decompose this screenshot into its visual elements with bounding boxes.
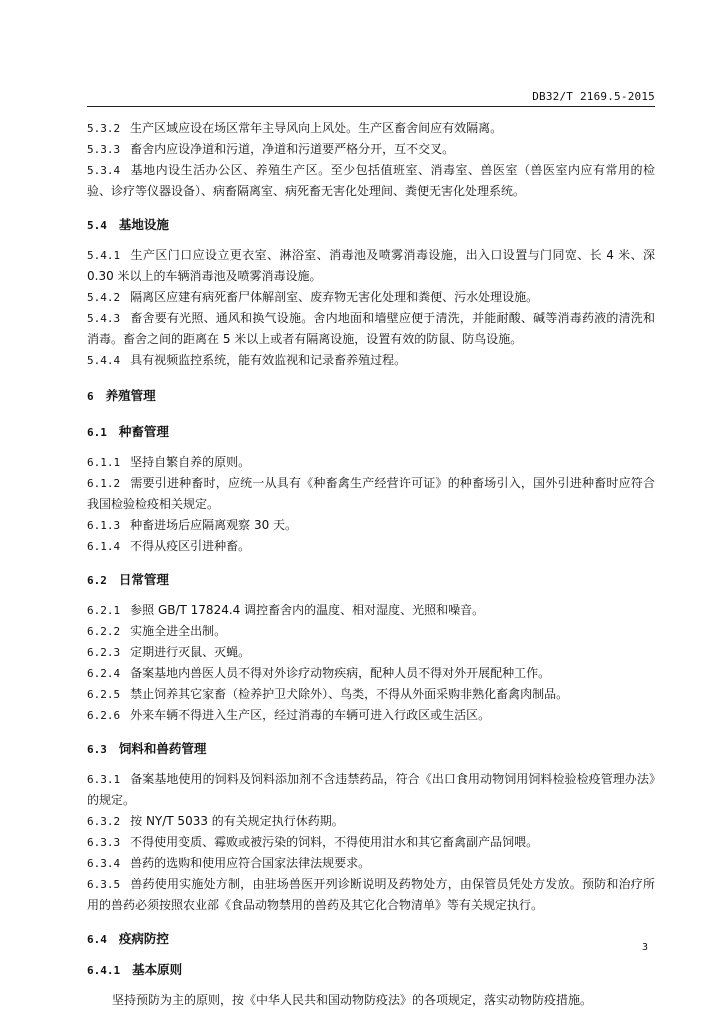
clause-number: 6.3.5 <box>87 878 121 891</box>
clause-text: 生产区门口应设立更衣室、淋浴室、消毒池及喷雾消毒设施，出入口设置与门同宽、长 4 米、深 0.30 米以上的车辆消毒池及喷雾消毒设施。 <box>87 248 655 283</box>
clause-number: 6.1.4 <box>87 540 121 553</box>
clause-5-4-3 <box>87 308 655 350</box>
clause-text: 畜舍内应设净道和污道，净道和污道要严格分开，互不交叉。 <box>130 142 455 156</box>
heading-6-3 <box>87 738 655 760</box>
clause-text: 具有视频监控系统，能有效监视和记录畜养殖过程。 <box>130 353 407 367</box>
clause-6-1-4 <box>87 536 655 557</box>
clause-text: 不得使用变质、霉败或被污染的饲料，不得使用泔水和其它畜禽副产品饲喂。 <box>130 835 539 849</box>
clause-number: 6.3.2 <box>87 815 121 828</box>
clause-text: 实施全进全出制。 <box>130 624 227 638</box>
clause-5-4-4 <box>87 350 655 371</box>
clause-6-3-3 <box>87 832 655 853</box>
clause-text: 兽药使用实施处方制，由驻场兽医开列诊断说明及药物处方，由保管员凭处方发放。预防和治疗所用的兽药必须按照农业部《食品动物禁用的兽药及其它化合物清单》等有关规定执行。 <box>87 877 655 912</box>
clause-number: 5.4.1 <box>87 249 121 262</box>
heading-number: 6 <box>87 390 94 403</box>
clause-number: 6.1.3 <box>87 519 121 532</box>
clause-number: 5.4.3 <box>87 312 121 325</box>
clause-number: 5.4.2 <box>87 291 121 304</box>
clause-5-3-4 <box>87 160 655 202</box>
clause-number: 6.3.4 <box>87 857 121 870</box>
clause-number: 6.2.6 <box>87 709 121 722</box>
heading-6-2 <box>87 569 655 591</box>
clause-text: 参照 GB/T 17824.4 调控畜舍内的温度、相对湿度、光照和噪音。 <box>130 603 485 617</box>
heading-title: 日常管理 <box>118 572 169 587</box>
clause-text: 外来车辆不得进入生产区，经过消毒的车辆可进入行政区或生活区。 <box>130 708 491 722</box>
clause-text: 需要引进种畜时，应统一从具有《种畜禽生产经营许可证》的种畜场引入，国外引进种畜时应符合我国检验检疫相关规定。 <box>87 476 655 511</box>
heading-5-4 <box>87 214 655 236</box>
clause-6-2-5 <box>87 684 655 705</box>
clause-5-3-2 <box>87 118 655 139</box>
heading-number: 6.1 <box>87 426 107 439</box>
heading-6-4 <box>87 928 655 950</box>
clause-number: 6.3.1 <box>87 773 121 786</box>
heading-title: 疫病防控 <box>118 931 169 946</box>
clause-5-4-2 <box>87 287 655 308</box>
standard-code: DB32/T 2169.5-2015 <box>532 90 655 103</box>
clause-text: 禁止饲养其它家畜（检养护卫犬除外）、鸟类，不得从外面采购非熟化畜禽肉制品。 <box>130 687 569 701</box>
clause-6-2-6 <box>87 705 655 726</box>
page-number: 3 <box>641 942 648 953</box>
heading-title: 养殖管理 <box>105 388 156 403</box>
heading-title: 基地设施 <box>118 217 169 232</box>
heading-6-1 <box>87 421 655 443</box>
clause-6-3-4 <box>87 853 655 874</box>
clause-6-1-1 <box>87 452 655 473</box>
heading-number: 6.2 <box>87 574 107 587</box>
clause-text: 按 NY/T 5033 的有关规定执行休药期。 <box>130 814 344 828</box>
clause-number: 6.3.3 <box>87 836 121 849</box>
clause-number: 5.3.4 <box>87 164 121 177</box>
clause-number: 6.1.1 <box>87 456 121 469</box>
heading-number: 6.3 <box>87 743 107 756</box>
clause-text: 基地内设生活办公区、养殖生产区。至少包括值班室、消毒室、兽医室（兽医室内应有常用的检验、诊疗等仪器设备）、病畜隔离室、病死畜无害化处理间、粪便无害化处理系统。 <box>87 163 655 198</box>
clause-text: 备案基地内兽医人员不得对外诊疗动物疾病，配种人员不得对外开展配种工作。 <box>130 666 551 680</box>
clause-text: 备案基地使用的饲料及饲料添加剂不含违禁药品，符合《出口食用动物饲用饲料检验检疫管理办法》的规定。 <box>87 772 655 807</box>
clause-6-4-1-body: 坚持预防为主的原则，按《中华人民共和国动物防疫法》的各项规定，落实动物防疫措施。 <box>112 993 593 1007</box>
heading-number: 5.4 <box>87 219 107 232</box>
clause-number: 6.2.3 <box>87 646 121 659</box>
clause-5-4-1 <box>87 245 655 287</box>
heading-title: 饲料和兽药管理 <box>118 741 207 756</box>
heading-number: 6.4.1 <box>87 964 121 977</box>
clause-number: 6.2.4 <box>87 667 121 680</box>
clause-6-2-2 <box>87 621 655 642</box>
clause-6-3-2 <box>87 811 655 832</box>
heading-number: 6.4 <box>87 933 107 946</box>
heading-title: 基本原则 <box>132 962 183 977</box>
clause-6-3-5 <box>87 874 655 916</box>
clause-number: 6.2.5 <box>87 688 121 701</box>
clause-6-2-4 <box>87 663 655 684</box>
clause-text: 不得从疫区引进种畜。 <box>130 539 251 553</box>
clause-6-2-3 <box>87 642 655 663</box>
clause-number: 5.3.3 <box>87 143 121 156</box>
clause-text: 畜舍要有光照、通风和换气设施。舍内地面和墙壁应便于清洗，并能耐酸、碱等消毒药液的清洗和消毒。畜舍之间的距离在 5 米以上或者有隔离设施，设置有效的防鼠、防鸟设施。 <box>87 311 655 346</box>
document-body <box>87 118 655 1011</box>
clause-text: 兽药的选购和使用应符合国家法律法规要求。 <box>130 856 371 870</box>
heading-6-4-1 <box>87 959 655 981</box>
clause-number: 5.3.2 <box>87 122 121 135</box>
clause-text: 隔离区应建有病死畜尸体解剖室、废弃物无害化处理和粪便、污水处理设施。 <box>130 290 539 304</box>
clause-text: 生产区域应设在场区常年主导风向上风处。生产区畜舍间应有效隔离。 <box>130 121 503 135</box>
clause-6-1-3 <box>87 515 655 536</box>
clause-6-3-1 <box>87 769 655 811</box>
clause-number: 6.1.2 <box>87 477 121 490</box>
clause-number: 6.2.1 <box>87 604 121 617</box>
clause-6-1-2 <box>87 473 655 515</box>
clause-5-3-3 <box>87 139 655 160</box>
clause-number: 6.2.2 <box>87 625 121 638</box>
heading-title: 种畜管理 <box>118 424 169 439</box>
clause-text: 定期进行灭鼠、灭蝇。 <box>130 645 251 659</box>
clause-text: 坚持自繁自养的原则。 <box>130 455 251 469</box>
clause-number: 5.4.4 <box>87 354 121 367</box>
clause-6-2-1 <box>87 600 655 621</box>
clause-text: 种畜进场后应隔离观察 30 天。 <box>130 518 298 532</box>
header-rule <box>87 106 655 107</box>
heading-6 <box>87 385 655 407</box>
